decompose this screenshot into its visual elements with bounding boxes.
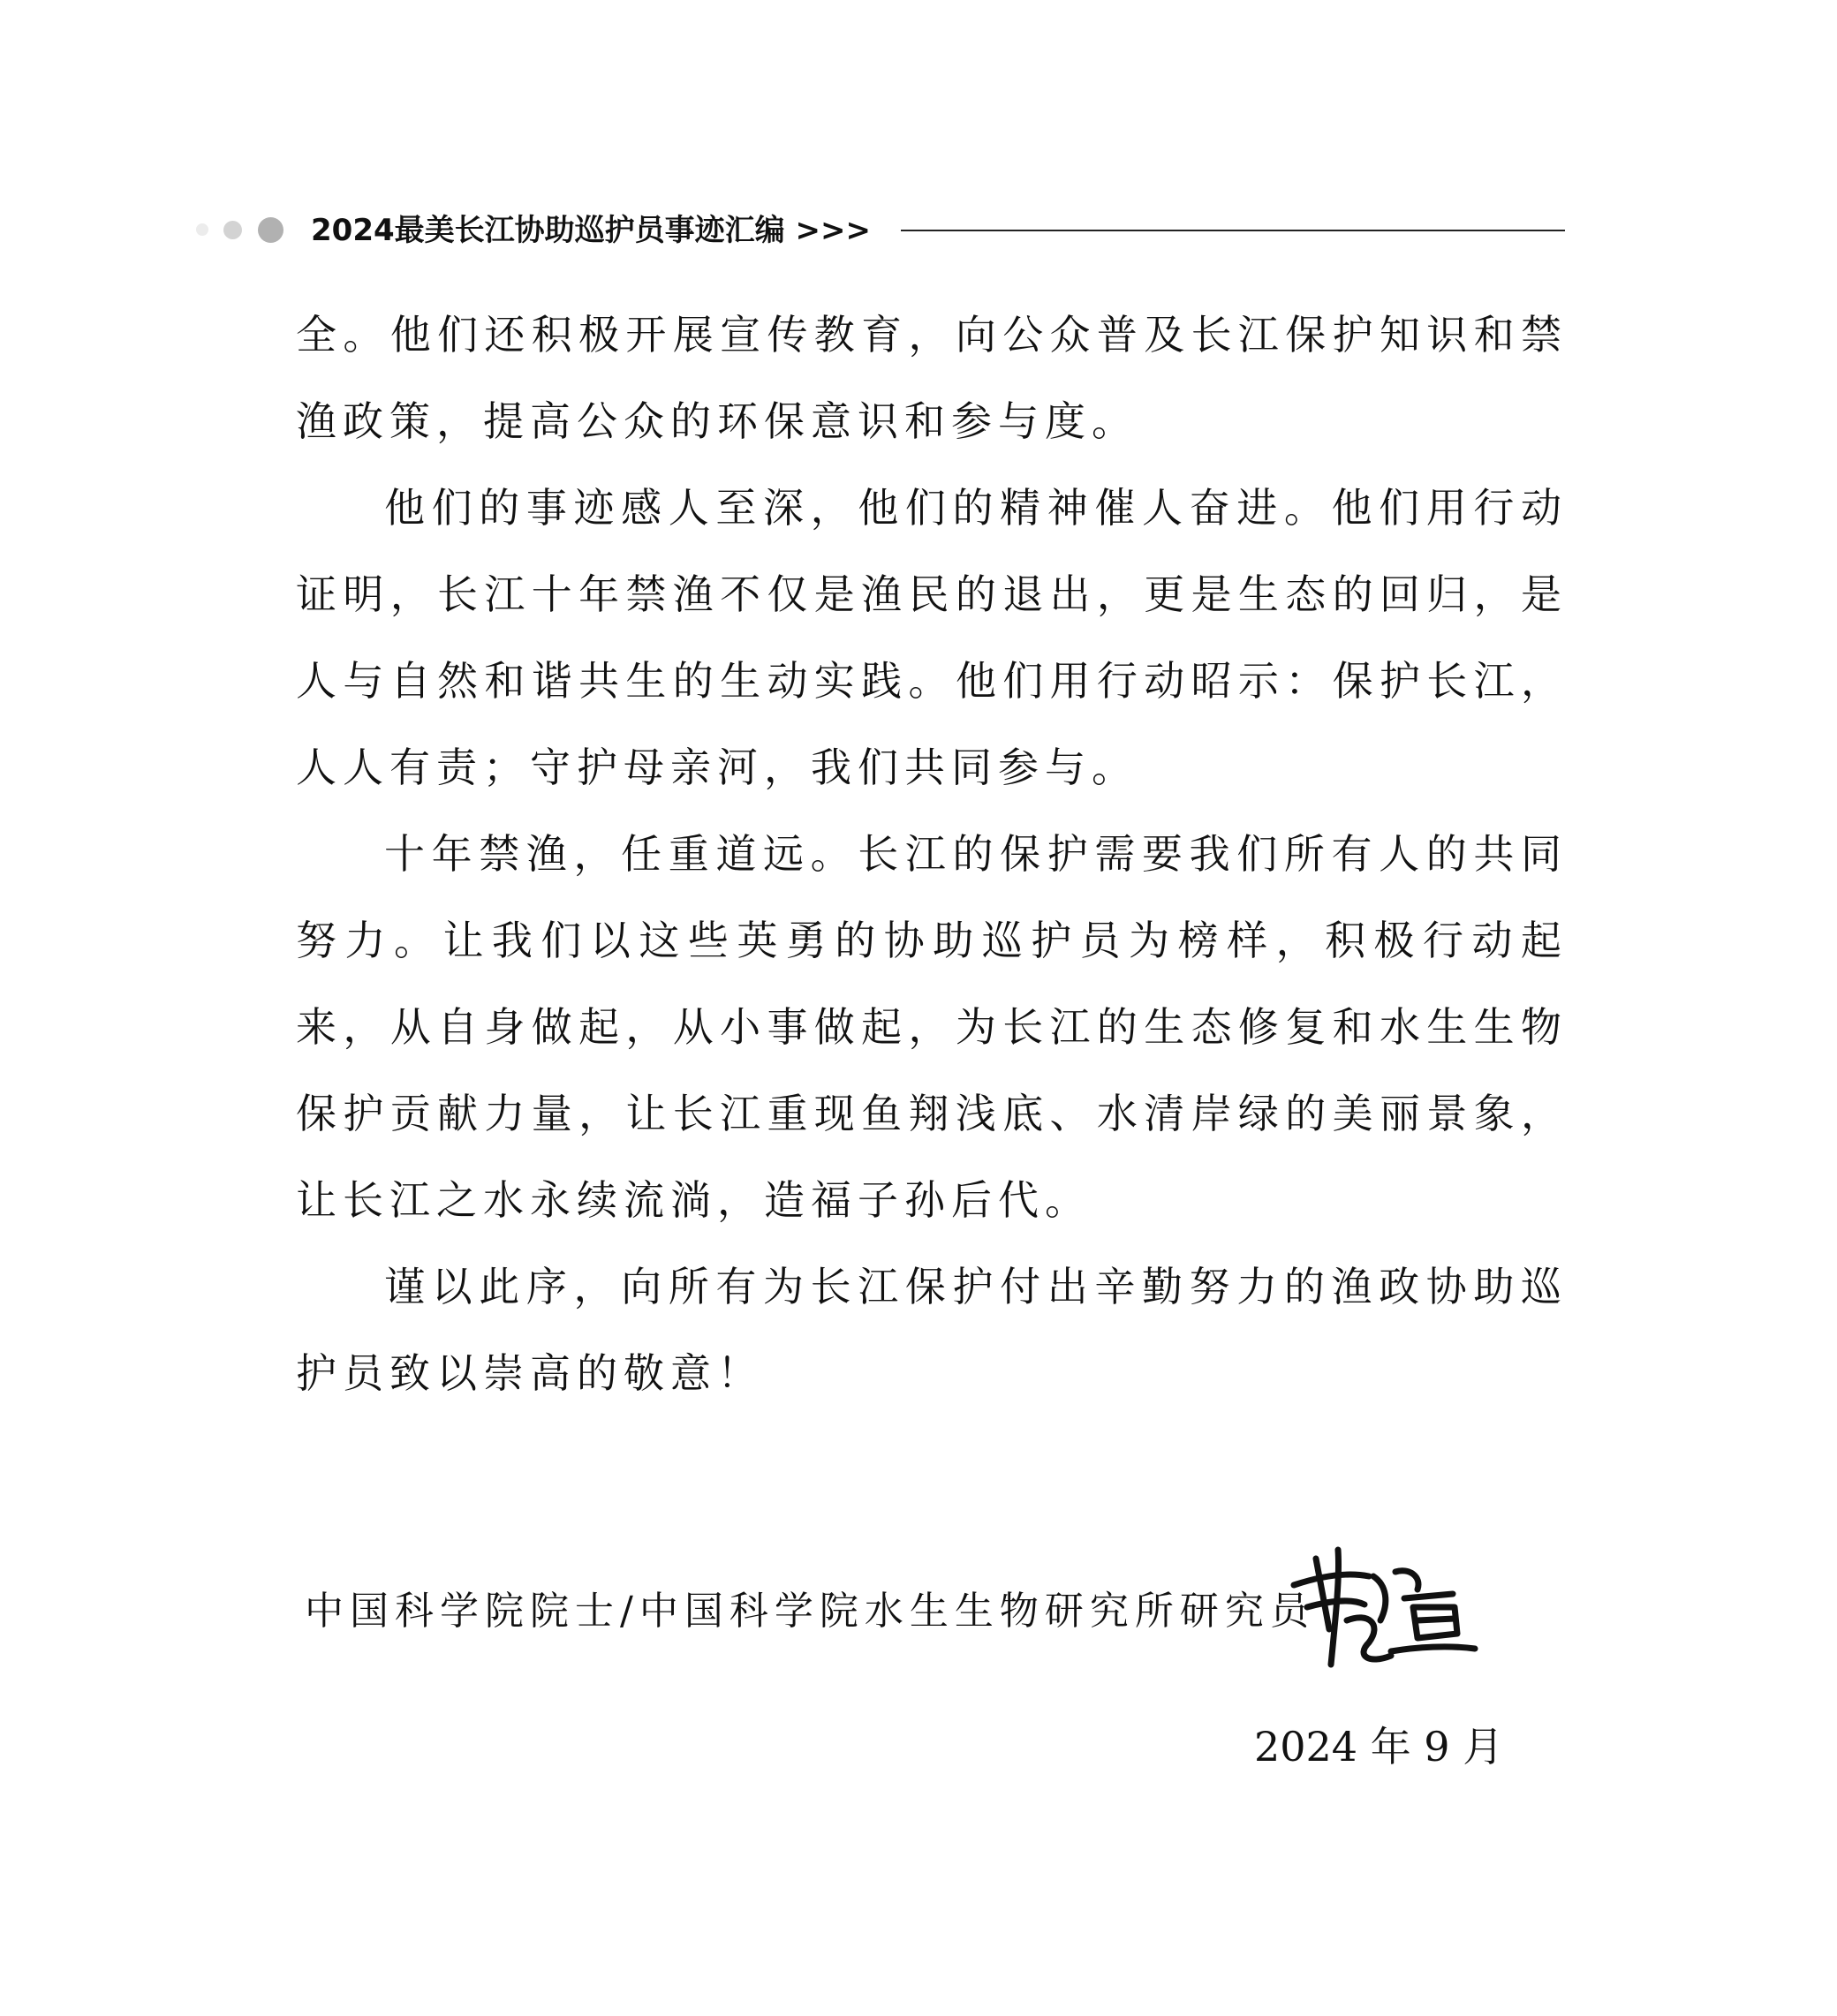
handwritten-signature [1285, 1523, 1488, 1691]
preface-body [296, 291, 1568, 1416]
date: 2024 年 9 月 [1254, 1723, 1504, 1771]
author-affiliation: 中国科学院院士/中国科学院水生生物研究所研究员 [305, 1589, 1315, 1634]
header-dot-large [258, 217, 283, 243]
header-title: 2024最美长江协助巡护员事迹汇编 >>> [311, 213, 871, 248]
paragraph-continued: 全。他们还积极开展宣传教育，向公众普及长江保护知识和禁渔政策，提高公众的环保意识和参与度。 [296, 311, 1568, 445]
paragraph: 十年禁渔，任重道远。长江的保护需要我们所有人的共同努力。让我们以这些英勇的协助巡护员为榜样，积极行动起来，从自身做起，从小事做起，为长江的生态修复和水生生物保护贡献力量，让长江重现鱼翔浅底、水清岸绿的美丽景象，让长江之水永续流淌，造福子孙后代。 [296, 830, 1568, 1224]
header-rule [901, 230, 1565, 231]
header-dot-small [196, 223, 208, 236]
paragraph: 谨以此序，向所有为长江保护付出辛勤努力的渔政协助巡护员致以崇高的敬意！ [296, 1263, 1568, 1397]
header-dot-medium [223, 221, 242, 239]
paragraph: 他们的事迹感人至深，他们的精神催人奋进。他们用行动证明，长江十年禁渔不仅是渔民的退出，更是生态的回归，是人与自然和谐共生的生动实践。他们用行动昭示：保护长江，人人有责；守护母亲河，我们共同参与。 [296, 484, 1568, 791]
